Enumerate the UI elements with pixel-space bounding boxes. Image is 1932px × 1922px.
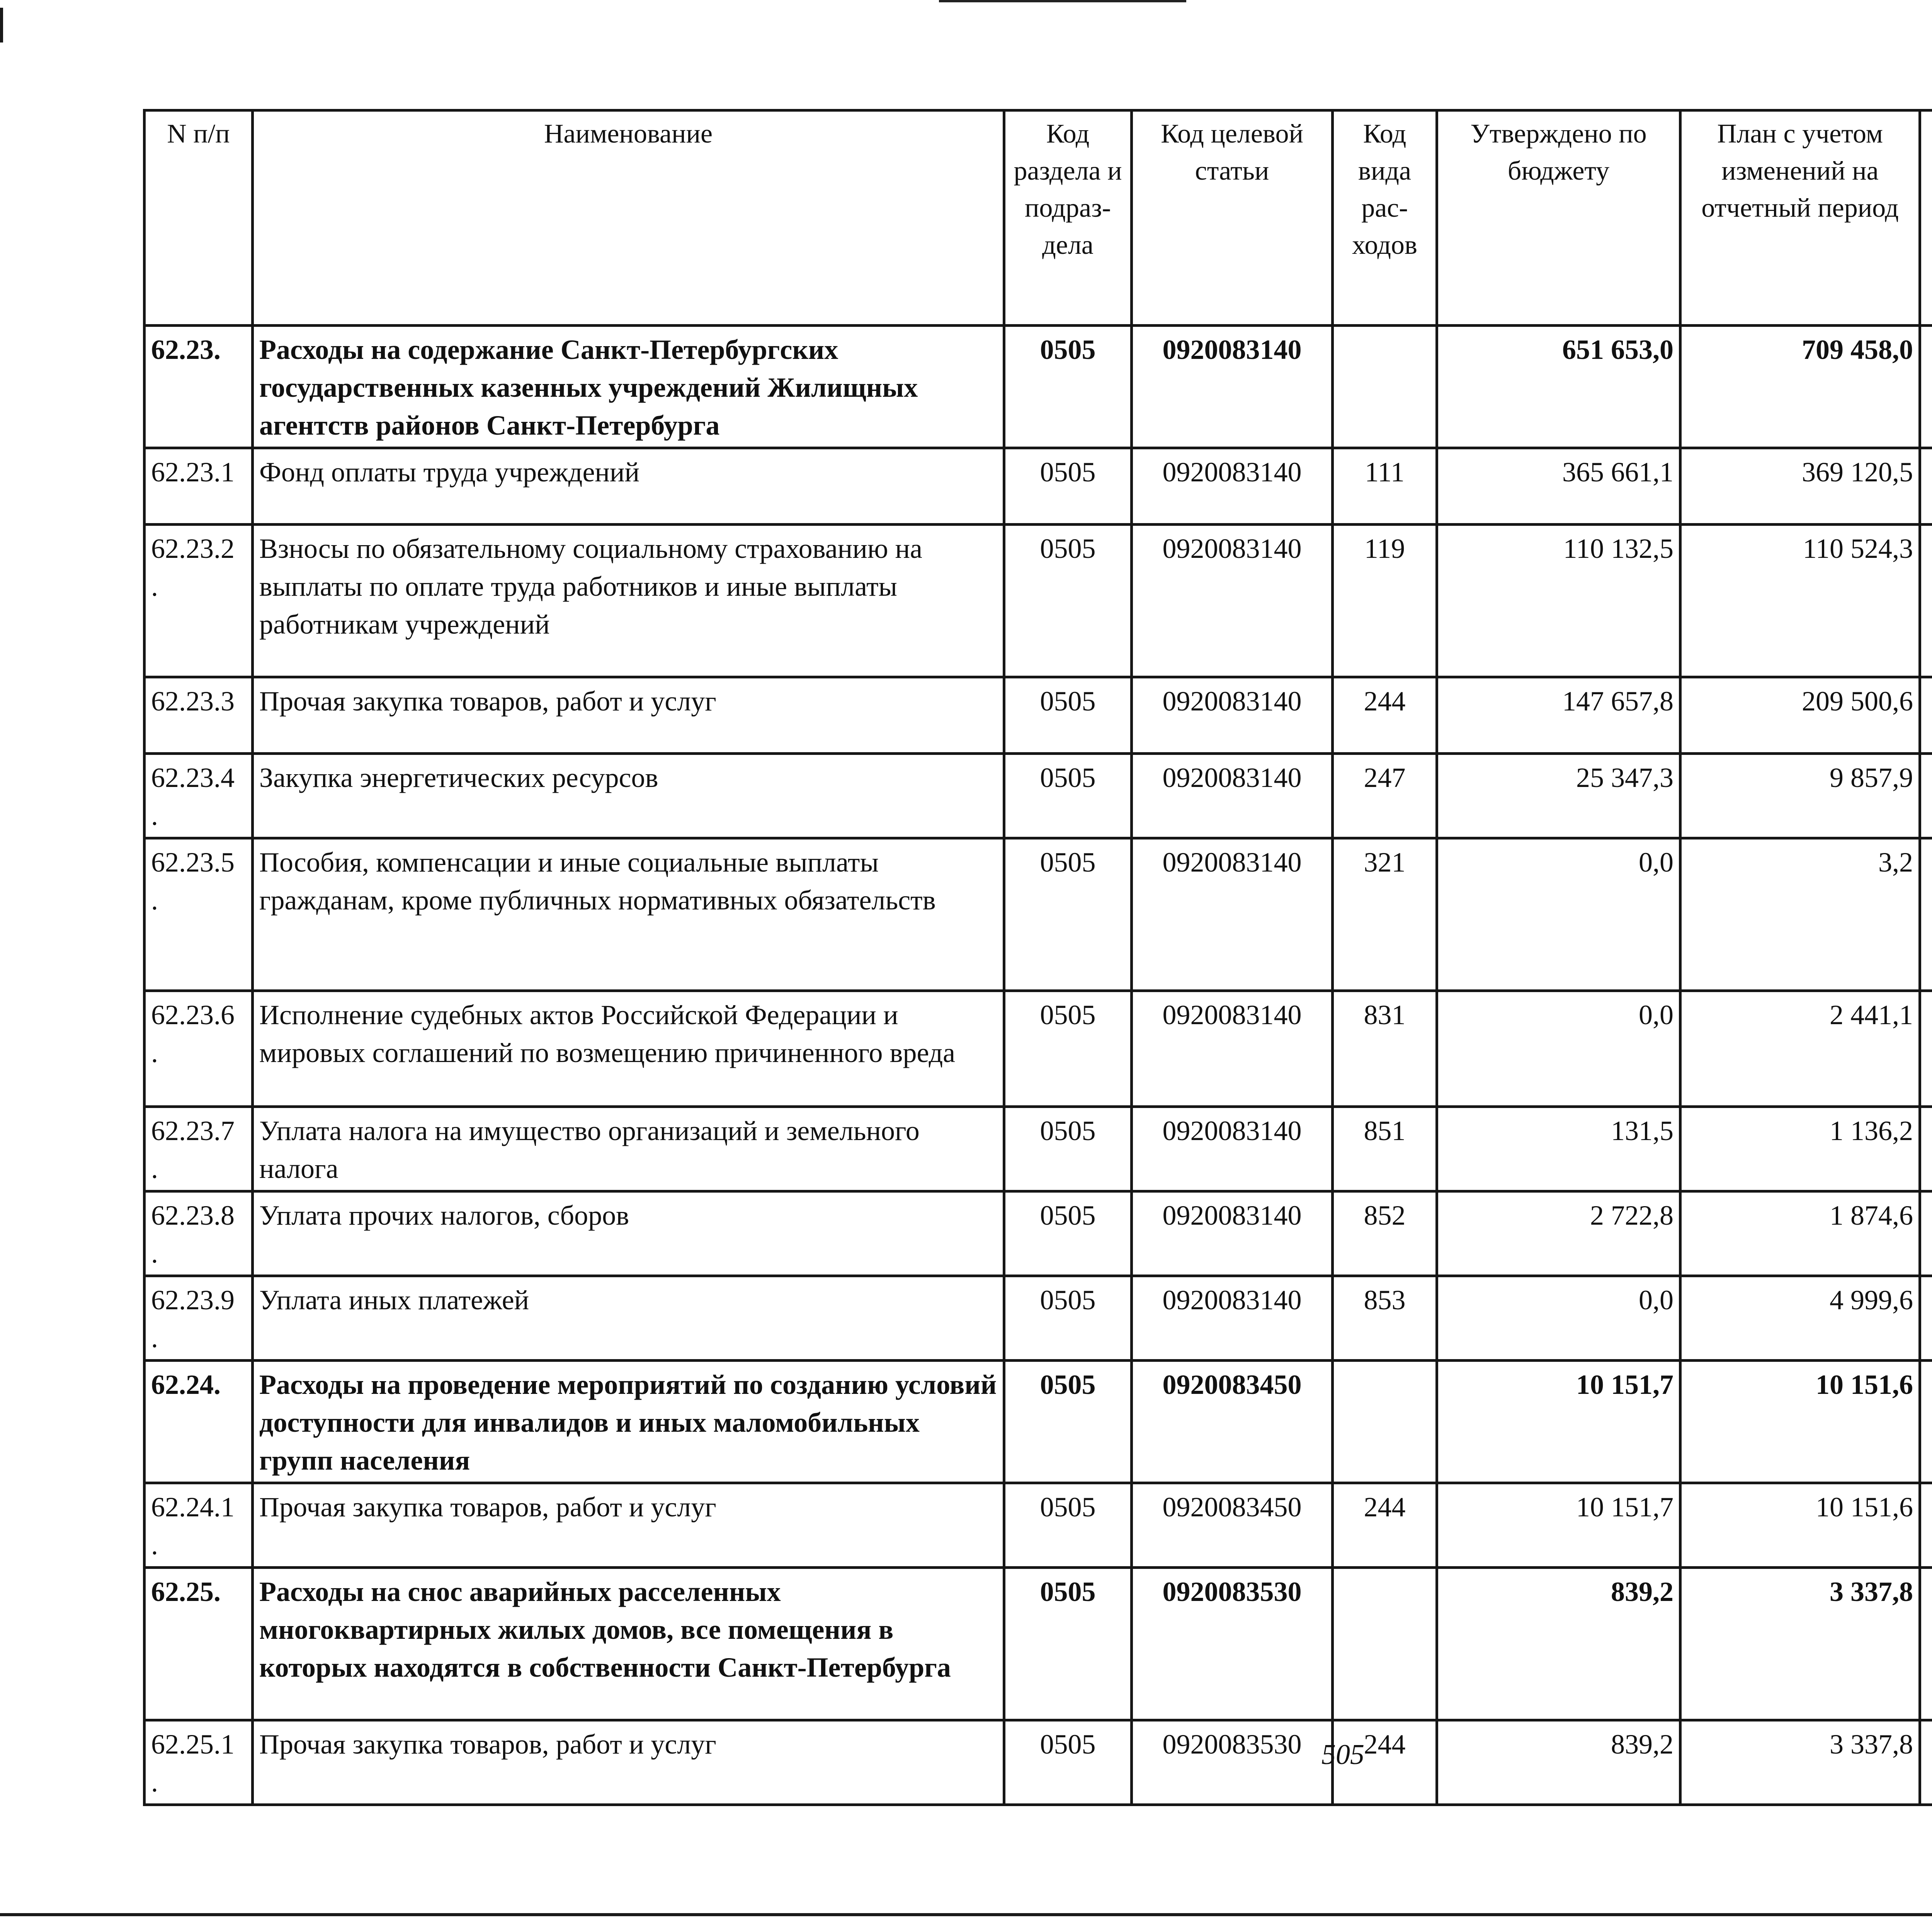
cell-razdel: 0505 bbox=[1004, 525, 1132, 677]
cell-utv: 131,5 bbox=[1437, 1107, 1680, 1191]
page-number: 505 bbox=[1321, 1739, 1364, 1771]
cell-utv: 25 347,3 bbox=[1437, 754, 1680, 838]
cell-plan: 1 874,6 bbox=[1680, 1191, 1920, 1276]
scan-artifact-left bbox=[0, 8, 3, 42]
budget-execution-table bbox=[143, 109, 1932, 1806]
cell-vr: 244 bbox=[1333, 1720, 1437, 1805]
cell-plan: 3 337,8 bbox=[1680, 1720, 1920, 1805]
cell-razdel: 0505 bbox=[1004, 1361, 1132, 1483]
cell-utv: 651 653,0 bbox=[1437, 326, 1680, 448]
cell-cs: 0920083140 bbox=[1132, 991, 1333, 1107]
cell-razdel: 0505 bbox=[1004, 448, 1132, 525]
cell-cs: 0920083450 bbox=[1132, 1483, 1333, 1568]
cell-nn: 62.23.6 . bbox=[145, 991, 253, 1107]
cell-vr: 851 bbox=[1333, 1107, 1437, 1191]
cell-plan: 10 151,6 bbox=[1680, 1361, 1920, 1483]
cell-cs: 0920083140 bbox=[1132, 838, 1333, 991]
table-row bbox=[145, 326, 1932, 448]
cell-utv: 10 151,7 bbox=[1437, 1483, 1680, 1568]
cell-cs: 0920083140 bbox=[1132, 754, 1333, 838]
table-row bbox=[145, 1107, 1932, 1191]
cell-cs: 0920083530 bbox=[1132, 1568, 1333, 1720]
cell-razdel: 0505 bbox=[1004, 1276, 1132, 1361]
table-header bbox=[145, 110, 1932, 326]
cell-isp bbox=[1920, 1276, 1932, 1361]
cell-name: Уплата налога на имущество организаций и земельного налога bbox=[253, 1107, 1004, 1191]
cell-name: Фонд оплаты труда учреждений bbox=[253, 448, 1004, 525]
cell-nn: 62.24.1 . bbox=[145, 1483, 253, 1568]
cell-vr bbox=[1333, 326, 1437, 448]
cell-isp bbox=[1920, 1720, 1932, 1805]
header-utv: Утверждено по бюджету bbox=[1437, 110, 1680, 326]
cell-vr bbox=[1333, 1568, 1437, 1720]
cell-name: Прочая закупка товаров, работ и услуг bbox=[253, 677, 1004, 754]
cell-name: Расходы на снос аварийных расселенных многоквартирных жилых домов, все помещения в которых находятся в собственности Санкт-Петербурга bbox=[253, 1568, 1004, 1720]
cell-utv: 147 657,8 bbox=[1437, 677, 1680, 754]
cell-name: Пособия, компенсации и иные социальные выплаты гражданам, кроме публичных нормативных обязательств bbox=[253, 838, 1004, 991]
cell-utv: 839,2 bbox=[1437, 1568, 1680, 1720]
header-isp bbox=[1920, 110, 1932, 326]
cell-isp bbox=[1920, 1191, 1932, 1276]
cell-isp bbox=[1920, 1568, 1932, 1720]
cell-plan: 9 857,9 bbox=[1680, 754, 1920, 838]
cell-nn: 62.25.1 . bbox=[145, 1720, 253, 1805]
header-plan: План с учетом изменений на отчетный период bbox=[1680, 110, 1920, 326]
header-razdel: Код раздела и подраз-дела bbox=[1004, 110, 1132, 326]
cell-nn: 62.23.3 bbox=[145, 677, 253, 754]
cell-razdel: 0505 bbox=[1004, 1720, 1132, 1805]
cell-utv: 0,0 bbox=[1437, 1276, 1680, 1361]
cell-isp bbox=[1920, 677, 1932, 754]
cell-utv: 10 151,7 bbox=[1437, 1361, 1680, 1483]
cell-isp bbox=[1920, 1107, 1932, 1191]
header-nn: N п/п bbox=[145, 110, 253, 326]
cell-name: Уплата иных платежей bbox=[253, 1276, 1004, 1361]
cell-vr: 244 bbox=[1333, 1483, 1437, 1568]
table-row bbox=[145, 1361, 1932, 1483]
table-row bbox=[145, 677, 1932, 754]
budget-table-container bbox=[143, 109, 1932, 1806]
cell-plan: 3,2 bbox=[1680, 838, 1920, 991]
cell-cs: 0920083140 bbox=[1132, 677, 1333, 754]
cell-cs: 0920083140 bbox=[1132, 326, 1333, 448]
scan-artifact-top bbox=[939, 0, 1186, 2]
cell-cs: 0920083530 bbox=[1132, 1720, 1333, 1805]
cell-vr: 244 bbox=[1333, 677, 1437, 754]
cell-razdel: 0505 bbox=[1004, 326, 1132, 448]
cell-isp bbox=[1920, 448, 1932, 525]
table-row bbox=[145, 1191, 1932, 1276]
cell-cs: 0920083140 bbox=[1132, 448, 1333, 525]
table-row bbox=[145, 838, 1932, 991]
cell-nn: 62.25. bbox=[145, 1568, 253, 1720]
cell-name: Расходы на содержание Санкт-Петербургских государственных казенных учреждений Жилищных агентств районов Санкт-Петербурга bbox=[253, 326, 1004, 448]
cell-razdel: 0505 bbox=[1004, 1483, 1132, 1568]
table-row bbox=[145, 1720, 1932, 1805]
header-vr: Код вида рас-ходов bbox=[1333, 110, 1437, 326]
cell-nn: 62.24. bbox=[145, 1361, 253, 1483]
cell-cs: 0920083140 bbox=[1132, 1276, 1333, 1361]
header-name: Наименование bbox=[253, 110, 1004, 326]
cell-isp bbox=[1920, 1483, 1932, 1568]
cell-isp bbox=[1920, 754, 1932, 838]
cell-nn: 62.23. bbox=[145, 326, 253, 448]
cell-utv: 0,0 bbox=[1437, 838, 1680, 991]
cell-isp bbox=[1920, 525, 1932, 677]
table-row bbox=[145, 1276, 1932, 1361]
table-row bbox=[145, 1568, 1932, 1720]
cell-razdel: 0505 bbox=[1004, 1568, 1132, 1720]
cell-plan: 1 136,2 bbox=[1680, 1107, 1920, 1191]
cell-nn: 62.23.8 . bbox=[145, 1191, 253, 1276]
cell-plan: 10 151,6 bbox=[1680, 1483, 1920, 1568]
cell-utv: 365 661,1 bbox=[1437, 448, 1680, 525]
cell-vr: 247 bbox=[1333, 754, 1437, 838]
table-body bbox=[145, 326, 1932, 1805]
table-row bbox=[145, 991, 1932, 1107]
cell-plan: 2 441,1 bbox=[1680, 991, 1920, 1107]
cell-cs: 0920083140 bbox=[1132, 1107, 1333, 1191]
cell-vr: 119 bbox=[1333, 525, 1437, 677]
cell-cs: 0920083450 bbox=[1132, 1361, 1333, 1483]
cell-plan: 709 458,0 bbox=[1680, 326, 1920, 448]
cell-vr: 853 bbox=[1333, 1276, 1437, 1361]
table-row bbox=[145, 525, 1932, 677]
cell-vr: 831 bbox=[1333, 991, 1437, 1107]
cell-vr: 321 bbox=[1333, 838, 1437, 991]
cell-razdel: 0505 bbox=[1004, 754, 1132, 838]
cell-nn: 62.23.4 . bbox=[145, 754, 253, 838]
cell-isp bbox=[1920, 1361, 1932, 1483]
cell-vr: 852 bbox=[1333, 1191, 1437, 1276]
cell-vr bbox=[1333, 1361, 1437, 1483]
table-row bbox=[145, 448, 1932, 525]
cell-nn: 62.23.5 . bbox=[145, 838, 253, 991]
cell-plan: 209 500,6 bbox=[1680, 677, 1920, 754]
cell-name: Прочая закупка товаров, работ и услуг bbox=[253, 1720, 1004, 1805]
cell-utv: 110 132,5 bbox=[1437, 525, 1680, 677]
cell-name: Исполнение судебных актов Российской Федерации и мировых соглашений по возмещению причиненного вреда bbox=[253, 991, 1004, 1107]
cell-plan: 110 524,3 bbox=[1680, 525, 1920, 677]
cell-utv: 0,0 bbox=[1437, 991, 1680, 1107]
cell-razdel: 0505 bbox=[1004, 677, 1132, 754]
cell-utv: 2 722,8 bbox=[1437, 1191, 1680, 1276]
cell-nn: 62.23.1 bbox=[145, 448, 253, 525]
cell-isp bbox=[1920, 326, 1932, 448]
cell-vr: 111 bbox=[1333, 448, 1437, 525]
cell-isp bbox=[1920, 838, 1932, 991]
cell-name: Закупка энергетических ресурсов bbox=[253, 754, 1004, 838]
cell-name: Взносы по обязательному социальному страхованию на выплаты по оплате труда работников и иные выплаты работникам учреждений bbox=[253, 525, 1004, 677]
cell-name: Расходы на проведение мероприятий по созданию условий доступности для инвалидов и иных маломобильных групп населения bbox=[253, 1361, 1004, 1483]
cell-razdel: 0505 bbox=[1004, 1107, 1132, 1191]
cell-cs: 0920083140 bbox=[1132, 1191, 1333, 1276]
cell-cs: 0920083140 bbox=[1132, 525, 1333, 677]
cell-plan: 4 999,6 bbox=[1680, 1276, 1920, 1361]
table-row bbox=[145, 1483, 1932, 1568]
cell-plan: 3 337,8 bbox=[1680, 1568, 1920, 1720]
cell-nn: 62.23.2 . bbox=[145, 525, 253, 677]
cell-nn: 62.23.9 . bbox=[145, 1276, 253, 1361]
cell-plan: 369 120,5 bbox=[1680, 448, 1920, 525]
cell-name: Прочая закупка товаров, работ и услуг bbox=[253, 1483, 1004, 1568]
cell-isp bbox=[1920, 991, 1932, 1107]
cell-razdel: 0505 bbox=[1004, 838, 1132, 991]
cell-razdel: 0505 bbox=[1004, 1191, 1132, 1276]
cell-razdel: 0505 bbox=[1004, 991, 1132, 1107]
cell-name: Уплата прочих налогов, сборов bbox=[253, 1191, 1004, 1276]
table-row bbox=[145, 754, 1932, 838]
cell-nn: 62.23.7 . bbox=[145, 1107, 253, 1191]
cell-utv: 839,2 bbox=[1437, 1720, 1680, 1805]
scan-artifact-bottom bbox=[0, 1913, 1932, 1916]
header-cs: Код целевой статьи bbox=[1132, 110, 1333, 326]
